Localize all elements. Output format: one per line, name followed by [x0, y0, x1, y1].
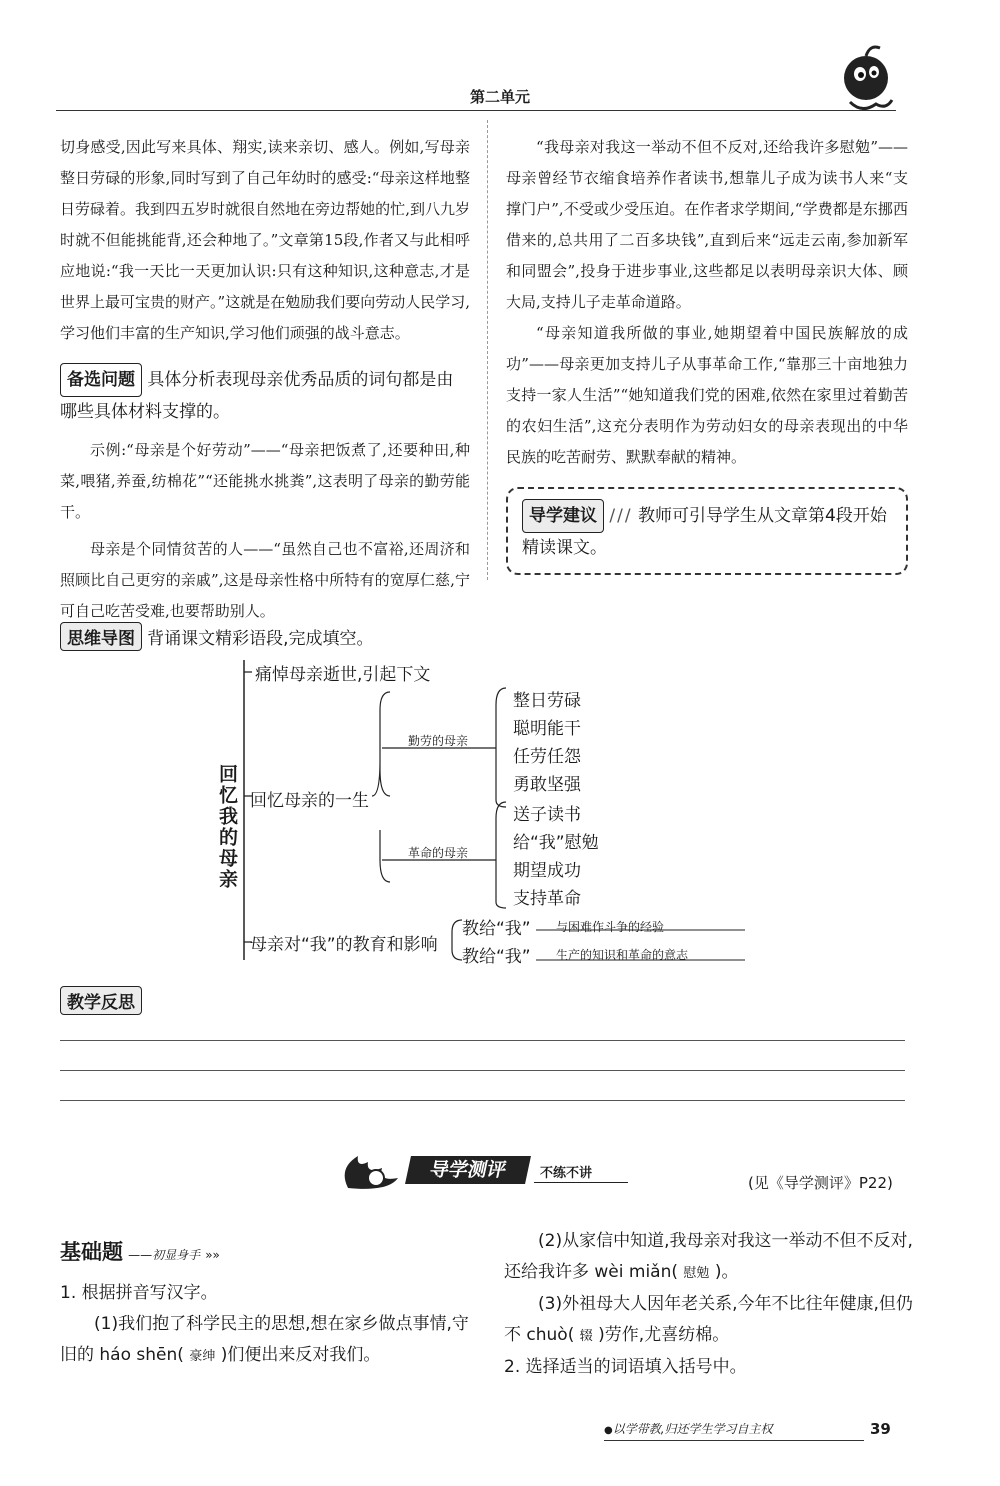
- deed-item: 支持革命: [513, 889, 581, 909]
- right-paragraph-two: “母亲知道我所做的事业,她期望着中国民族解放的成功”——母亲更加支持儿子从事革命工作,“靠那三十亩地独力支持一家人生活”“她知道我们党的困难,依然在家里过着勤苦的农妇生活”,这充分表明作为劳动妇女的母亲表现出的中华民族的吃苦耐劳、默默奉献的精神。: [506, 324, 908, 466]
- question-two: 2. 选择适当的词语填入括号中。: [504, 1357, 747, 1377]
- alt-question: [60, 363, 470, 427]
- question-one-part-three: (3)外祖母大人因年老关系,今年不比往年健康,但仍不 chuò( 辍 )劳作,尤喜纺棉。: [504, 1294, 913, 1345]
- deed-item: 期望成功: [513, 861, 581, 881]
- reflection-tag: 教学反思: [60, 986, 142, 1015]
- banner-slogan: 不练不讲: [540, 1166, 593, 1181]
- q1-2-answer: 慰勉: [683, 1266, 710, 1281]
- q1-1-answer: 豪绅: [189, 1349, 216, 1364]
- reflection-line: [60, 1100, 905, 1101]
- q1-3-text-b: )劳作,尤喜纺棉。: [598, 1325, 730, 1345]
- mind-map-tag: 思维导图: [60, 622, 142, 651]
- teach-answer-one: 与困难作斗争的经验: [556, 920, 665, 934]
- page-number: 39: [870, 1420, 891, 1438]
- sub-revolutionary-mother: 革命的母亲: [408, 846, 469, 860]
- q1-1-text-a: (1)我们抱了科学民主的思想,想在家乡做点事情,守旧的: [60, 1314, 469, 1365]
- footer-slogan: [604, 1420, 773, 1437]
- reflection-line: [60, 1040, 905, 1041]
- q1-1-pinyin: háo shēn: [99, 1345, 178, 1365]
- branch-mourning: 痛悼母亲逝世,引起下文: [255, 665, 431, 685]
- q1-2-pinyin: wèi miǎn: [594, 1262, 672, 1282]
- q1-3-text-a: (3)外祖母大人因年老关系,今年不比往年健康,但仍不: [504, 1294, 913, 1345]
- question-one: 1. 根据拼音写汉字。: [60, 1283, 218, 1303]
- example-two: 母亲是个同情贫苦的人——“虽然自己也不富裕,还周济和照顾比自己更穷的亲戚”,这是母亲性格中所特有的宽厚仁慈,宁可自己吃苦受难,也要帮助别人。: [60, 540, 470, 620]
- trait-item: 任劳任怨: [513, 747, 581, 767]
- example-one: 示例:“母亲是个好劳动”——“母亲把饭煮了,还要种田,种菜,喂猪,养蚕,纺棉花”“还能挑水挑粪”,这表明了母亲的勤劳能干。: [60, 441, 470, 521]
- flame-emblem-icon: [338, 1148, 418, 1194]
- q1-1-text-b: )们便出来反对我们。: [220, 1345, 381, 1365]
- alt-question-tag: 备选问题: [60, 363, 142, 397]
- deed-item: 送子读书: [513, 805, 581, 825]
- header-divider: [56, 110, 896, 111]
- q1-2-text-b: )。: [714, 1262, 739, 1282]
- footer-slogan-text: 以学带教,归还学生学习自主权: [612, 1422, 773, 1436]
- teach-prefix: 教给“我”: [462, 919, 531, 939]
- basics-title: 基础题: [60, 1240, 123, 1264]
- deed-item: 给“我”慰勉: [513, 833, 599, 853]
- q1-3-pinyin: chuò: [526, 1325, 568, 1345]
- trait-item: 聪明能干: [513, 719, 581, 739]
- mind-map-root: 回忆我的母亲: [216, 764, 238, 890]
- branch-influence: 母亲对“我”的教育和影响: [250, 935, 438, 955]
- teach-answer-two: 生产的知识和革命的意志: [556, 948, 689, 962]
- trait-item: 勇敢坚强: [513, 775, 581, 795]
- sub-hardworking-mother: 勤劳的母亲: [408, 734, 469, 748]
- trait-item: 整日劳碌: [513, 691, 581, 711]
- basics-subtitle: ——初显身手: [128, 1248, 201, 1262]
- branch-recall-life: 回忆母亲的一生: [250, 791, 369, 811]
- left-paragraph: 切身感受,因此写来具体、翔实,读来亲切、感人。例如,写母亲整日劳碌的形象,同时写到了自己年幼时的感受:“母亲这样地整日劳碌着。我到四五岁时就很自然地在旁边帮她的忙,到八九岁时就不但能挑能背,还会种地了。”文章第15段,作者又与此相呼应地说:“我一天比一天更加认识:只有这种知识,这种意志,才是世界上最可宝贵的财产。”这就是在勉励我们要向劳动人民学习,学习他们丰富的生产知识,学习他们顽强的战斗意志。: [60, 138, 470, 342]
- reflection-line: [60, 1070, 905, 1071]
- reflection-heading: [60, 986, 142, 1015]
- bullet-dot-icon: ●: [604, 1425, 613, 1436]
- right-column: [506, 132, 908, 575]
- q1-2-text-a: (2)从家信中知道,我母亲对我这一举动不但不反对,还给我许多: [504, 1231, 913, 1282]
- assessment-reference: (见《导学测评》P22): [748, 1174, 893, 1192]
- guidance-text: 教师可引导学生从文章第4段开始精读课文。: [522, 506, 887, 558]
- unit-title: 第二单元: [469, 88, 530, 106]
- chevron-right-icon: »»: [205, 1248, 220, 1262]
- question-one-part-one: (1)我们抱了科学民主的思想,想在家乡做点事情,守旧的 háo shēn( 豪绅 )们便出来反对我们。: [60, 1314, 469, 1365]
- guidance-box: [506, 487, 908, 575]
- slash-decoration: ///: [609, 506, 633, 526]
- mind-map-instruction: 背诵课文精彩语段,完成填空。: [147, 629, 374, 649]
- column-divider: [487, 120, 488, 580]
- mind-map-heading: [60, 622, 374, 651]
- alt-question-text: 具体分析表现母亲优秀品质的词句都是由哪些具体材料支撑的。: [60, 370, 454, 422]
- teach-prefix: 教给“我”: [462, 947, 531, 967]
- basics-left: [60, 1278, 470, 1372]
- assessment-banner: [338, 1148, 638, 1194]
- banner-underline: [534, 1182, 628, 1183]
- q1-3-answer: 辍: [579, 1329, 593, 1344]
- banner-title: 导学测评: [405, 1156, 531, 1184]
- basics-heading: [60, 1236, 220, 1266]
- right-paragraph-one: “我母亲对我这一举动不但不反对,还给我许多慰勉”——母亲曾经节衣缩食培养作者读书,想靠儿子成为读书人来“支撑门户”,不受或少受压迫。在作者求学期间,“学费都是东挪西借来的,总共用了二百多块钱”,直到后来“远走云南,参加新军和同盟会”,投身于进步事业,这些都足以表明母亲识大体、顾大局,支持儿子走革命道路。: [506, 138, 908, 311]
- question-one-part-two: (2)从家信中知道,我母亲对我这一举动不但不反对,还给我许多 wèi miǎn( 慰勉 )。: [504, 1231, 913, 1282]
- mascot-icon: [836, 40, 900, 118]
- footer-line: [604, 1440, 864, 1441]
- basics-right: [504, 1226, 914, 1383]
- left-column: [60, 132, 470, 627]
- guidance-tag: 导学建议: [522, 499, 604, 533]
